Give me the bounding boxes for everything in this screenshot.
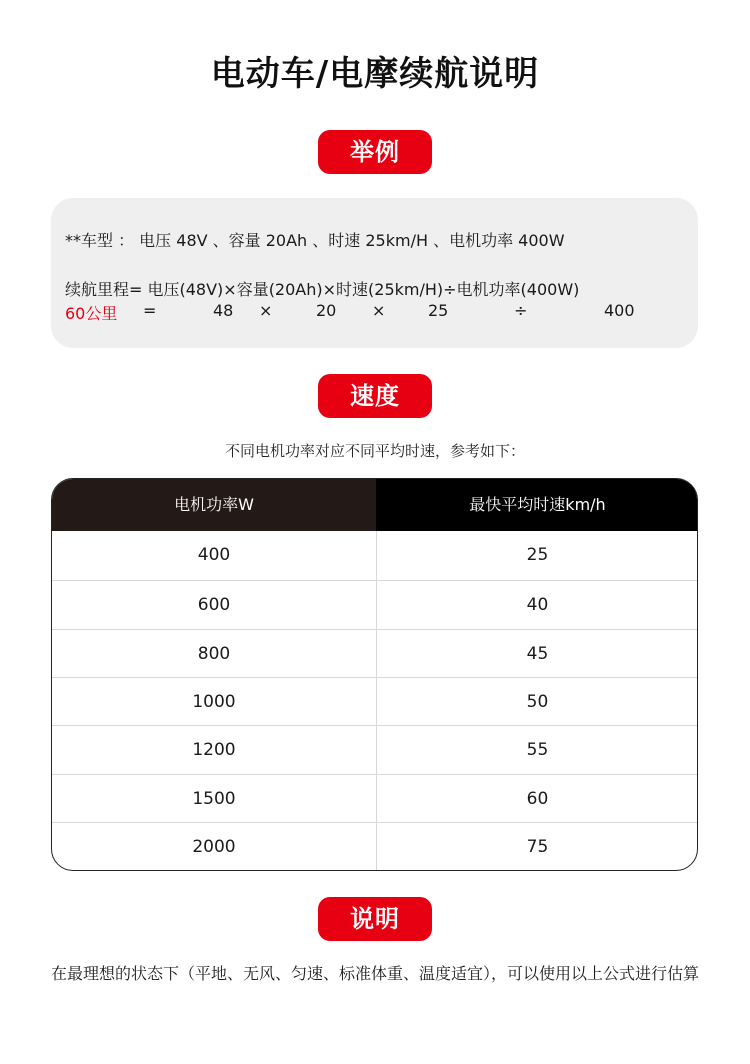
cell-speed: 45 xyxy=(526,644,549,664)
note-section-badge: 说明 xyxy=(318,897,432,941)
formula-values-row xyxy=(51,301,698,323)
value-voltage: 48 xyxy=(213,301,234,320)
table-row xyxy=(52,725,698,774)
speed-table xyxy=(51,478,698,871)
value-capacity: 20 xyxy=(316,301,337,320)
cell-speed: 40 xyxy=(526,595,549,615)
table-row xyxy=(52,774,698,823)
cell-power: 1200 xyxy=(192,740,236,760)
example-section-badge: 举例 xyxy=(318,130,432,174)
table-row xyxy=(52,629,698,678)
cell-speed: 75 xyxy=(526,837,549,857)
equals-sign: = xyxy=(143,301,157,320)
cell-speed: 60 xyxy=(526,789,549,809)
range-result: 60公里 xyxy=(65,304,118,323)
multiply-sign-2: × xyxy=(372,301,386,320)
value-speed: 25 xyxy=(428,301,449,320)
page-title: 电动车/电摩续航说明 xyxy=(210,54,540,94)
speed-subtitle: 不同电机功率对应不同平均时速，参考如下： xyxy=(224,442,525,460)
value-power: 400 xyxy=(604,301,635,320)
table-header xyxy=(52,479,698,531)
vehicle-spec-line: **车型 ： 电压 48V 、容量 20Ah 、时速 25km/H 、电机功率 400W xyxy=(65,231,565,250)
table-row xyxy=(52,580,698,629)
cell-power: 1000 xyxy=(192,692,236,712)
cell-speed: 50 xyxy=(526,692,549,712)
table-row xyxy=(52,822,698,871)
header-speed: 最快平均时速km/h xyxy=(376,479,698,531)
table-row xyxy=(52,531,698,580)
cell-power: 600 xyxy=(197,595,231,615)
header-power: 电机功率W xyxy=(174,495,254,514)
cell-speed: 25 xyxy=(526,545,549,565)
cell-power: 1500 xyxy=(192,789,236,809)
example-panel xyxy=(51,198,698,348)
cell-power: 2000 xyxy=(192,837,236,857)
cell-power: 400 xyxy=(197,545,231,565)
note-text: 在最理想的状态下（平地、无风、匀速、标准体重、温度适宜），可以使用以上公式进行估算 xyxy=(51,964,700,983)
formula-line: 续航里程= 电压(48V)×容量(20Ah)×时速(25km/H)÷电机功率(400W) xyxy=(65,280,580,299)
cell-power: 800 xyxy=(197,644,231,664)
divide-sign: ÷ xyxy=(514,301,528,320)
table-row xyxy=(52,677,698,726)
speed-section-badge: 速度 xyxy=(318,374,432,418)
cell-speed: 55 xyxy=(526,740,549,760)
multiply-sign-1: × xyxy=(259,301,273,320)
